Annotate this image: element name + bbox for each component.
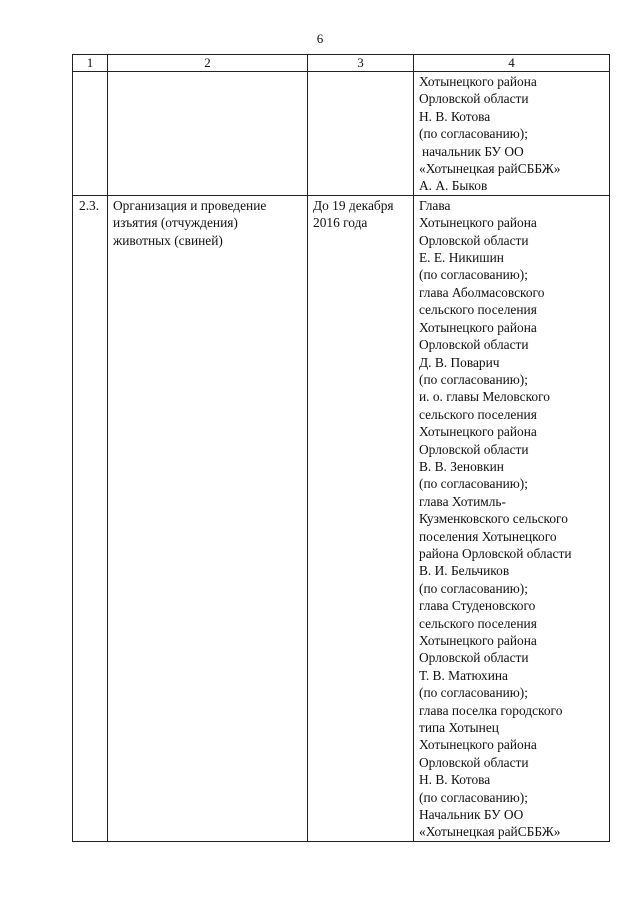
column-header-3: 3	[308, 55, 414, 72]
text-line: изъятия (отчуждения)	[113, 215, 238, 231]
text-line: 2016 года	[313, 215, 368, 231]
text-line: Орловской области	[419, 441, 529, 457]
text-line: Хотынецкого района	[419, 737, 537, 753]
text-line: Начальник БУ ОО	[419, 807, 524, 823]
text-line: (по согласованию);	[419, 267, 528, 283]
text-line: Хотынецкого района	[419, 74, 537, 89]
text-line: глава Хотимль-	[419, 493, 506, 509]
activity-text	[108, 72, 307, 73]
text-line: Н. В. Котова	[419, 772, 491, 788]
text-line: В. И. Бельчиков	[419, 563, 510, 579]
text-line: До 19 декабря	[313, 197, 394, 213]
activity-cell	[108, 72, 308, 196]
text-line: Хотынецкого района	[419, 633, 537, 648]
text-line: Н. В. Котова	[419, 108, 491, 124]
row-number-cell	[73, 72, 108, 196]
deadline-cell	[308, 72, 414, 196]
responsible-cell	[414, 195, 610, 841]
text-line: (по согласованию);	[419, 685, 528, 701]
text-line: Кузменковского сельского	[419, 511, 568, 527]
column-header-2: 2	[108, 55, 308, 72]
responsible-cell	[414, 72, 610, 196]
text-line: глава Аболмасовского	[419, 284, 545, 300]
row-number: 2.3.	[79, 197, 100, 213]
text-line: (по согласованию);	[419, 789, 528, 805]
text-line: сельского поселения	[419, 615, 537, 631]
text-line: Хотынецкого района	[419, 215, 537, 231]
text-line: (по согласованию);	[419, 371, 528, 387]
activity-text	[108, 196, 307, 249]
text-line: поселения Хотынецкого	[419, 528, 557, 544]
text-line: сельского поселения	[419, 406, 537, 422]
text-line: А. А. Быков	[419, 178, 488, 194]
page-number: 6	[316, 31, 324, 46]
column-header-1: 1	[73, 55, 108, 72]
text-line: Д. В. Поварич	[419, 354, 500, 370]
row-number	[73, 72, 107, 73]
responsible-text	[414, 72, 609, 195]
text-line: глава поселка городского	[419, 702, 563, 718]
text-line: Орловской области	[419, 232, 529, 248]
deadline-cell	[308, 195, 414, 841]
text-line: и. о. главы Меловского	[419, 389, 550, 405]
text-line: Орловской области	[419, 650, 529, 666]
text-line: начальник БУ ОО	[422, 143, 524, 159]
text-line: (по согласованию);	[419, 476, 528, 492]
text-line: животных (свиней)	[113, 232, 223, 248]
text-line: Орловской области	[419, 754, 529, 770]
row-number-cell	[73, 195, 108, 841]
table-row	[73, 72, 610, 196]
text-line: района Орловской области	[419, 545, 572, 561]
text-line: Хотынецкого района	[419, 319, 537, 335]
text-line: «Хотынецкая райСББЖ»	[419, 161, 561, 177]
text-line: сельского поселения	[419, 302, 537, 318]
text-line: типа Хотынец	[419, 720, 499, 736]
text-line: (по согласованию);	[419, 126, 528, 142]
text-line: Хотынецкого района	[419, 424, 537, 440]
activity-cell	[108, 195, 308, 841]
text-line: Орловской области	[419, 337, 529, 353]
text-line: Организация и проведение	[113, 197, 267, 213]
text-line: Т. В. Матюхина	[419, 667, 508, 683]
text-line: Е. Е. Никишин	[419, 250, 504, 266]
text-line: «Хотынецкая райСББЖ»	[419, 824, 561, 840]
table-header-row	[73, 55, 610, 72]
table-row	[73, 195, 610, 841]
deadline-text	[308, 72, 413, 73]
responsible-text	[414, 196, 609, 841]
deadline-text	[308, 196, 413, 232]
text-line: Орловской области	[419, 91, 529, 107]
measures-table	[72, 54, 610, 842]
text-line: В. В. Зеновкин	[419, 458, 504, 474]
text-line: (по согласованию);	[419, 580, 528, 596]
column-header-4: 4	[414, 55, 610, 72]
text-line: глава Студеновского	[419, 598, 536, 614]
text-line: Глава	[419, 197, 451, 213]
